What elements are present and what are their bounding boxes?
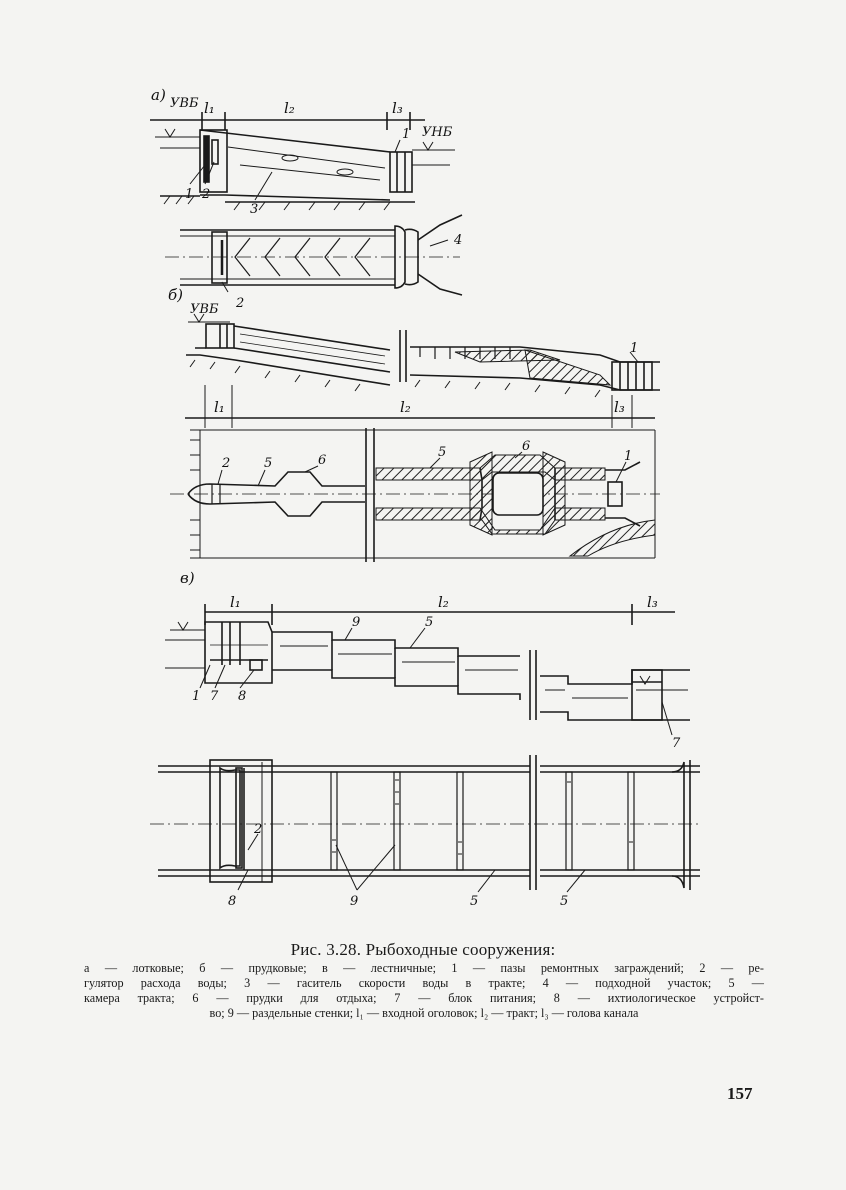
dim-l2-v: l₂ [438,593,449,611]
n7-v2: 7 [672,736,681,751]
n1-b: 1 [630,341,639,356]
n9-v: 9 [352,615,361,630]
n6-b: 6 [318,453,327,468]
n7-v: 7 [210,689,219,704]
n5-v2: 5 [470,894,479,909]
panel-v-plan [150,755,700,892]
n6-b2: 6 [522,439,531,454]
panel-b-section [185,314,660,428]
n1-v: 1 [192,689,201,704]
n1-a2: 1 [185,187,194,202]
n5-v3: 5 [560,894,569,909]
n8-v: 8 [238,689,247,704]
figure-caption-title: Рис. 3.28. Рыбоходные сооружения: [290,940,556,959]
dim-l3-a: l₃ [392,99,403,117]
dim-l1-a: l₁ [204,99,215,117]
panel-v-label: в) [180,569,195,587]
caption-line-4: во; 9 — раздельные стенки; l₁ — входной оголовок; l₂ — тракт; l₃ — голова канала [209,1006,639,1020]
panel-a-label: а) [151,86,166,104]
caption-line-1: а — лотковые; б — прудковые; в — лестничные; 1 — пазы ремонтных заграждений; 2 — ре- [84,961,764,975]
n2-b: 2 [222,456,231,471]
n5-b2: 5 [438,445,447,460]
n4-a: 4 [454,233,463,248]
dim-l2-a: l₂ [284,99,295,117]
level-lower-label: УНБ [422,125,453,140]
level-upper-label: УВБ [170,96,199,111]
n3-a: 3 [250,202,259,217]
n1-b2: 1 [624,449,633,464]
n2-a-plan: 2 [236,296,245,311]
dim-l1-b: l₁ [214,398,225,416]
dim-l1-v: l₁ [230,593,241,611]
n1-a: 1 [402,127,411,142]
panel-b-plan [170,428,660,562]
dim-l3-b: l₃ [614,398,625,416]
n5-b: 5 [264,456,273,471]
panel-a-plan [165,215,462,295]
caption-line-3: камера тракта; 6 — прудки для отдыха; 7 — блок питания; 8 — ихтиологическое устройст- [84,991,764,1005]
n8-v2: 8 [228,894,237,909]
dim-l3-v: l₃ [647,593,658,611]
n5-v: 5 [425,615,434,630]
dim-l2-b: l₂ [400,398,411,416]
caption-line-2: гулятор расхода воды; 3 — гаситель скорости воды в тракте; 4 — подходной участок; 5 — [84,976,764,990]
n2-a: 2 [202,187,211,202]
level-upper-label-b: УВБ [190,302,219,317]
panel-b-label: б) [168,286,184,304]
n9-v2: 9 [350,894,359,909]
figure-labels [151,86,681,909]
page-number: 157 [727,1084,753,1103]
figure-caption-legend [84,961,764,1021]
n2-v: 2 [254,822,263,837]
